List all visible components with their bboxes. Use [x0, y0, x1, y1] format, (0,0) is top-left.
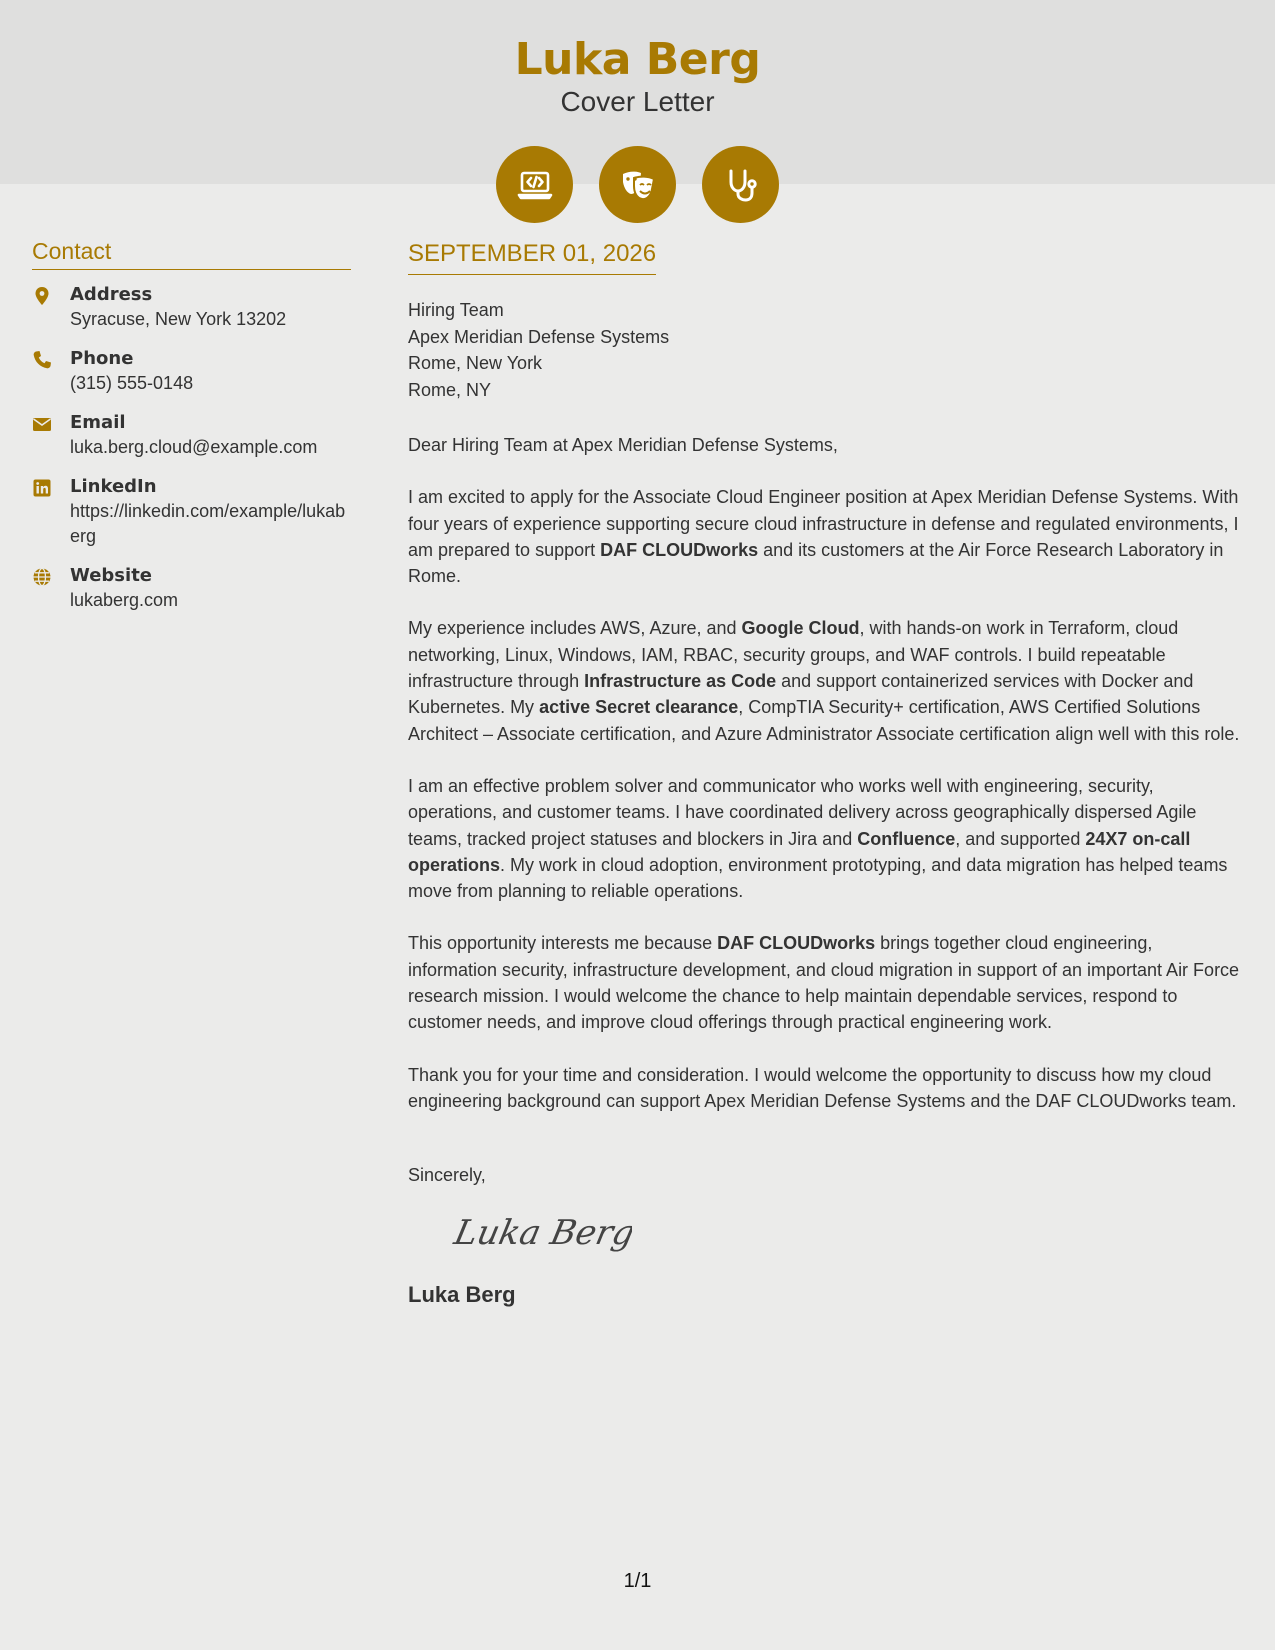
paragraph-text: My experience includes AWS, Azure, and — [408, 618, 742, 639]
contact-sidebar — [32, 238, 351, 627]
letter-paragraph — [408, 484, 1246, 589]
signer-name: Luka Berg — [408, 1282, 516, 1308]
contact-linkedin — [32, 474, 351, 549]
letter-paragraph — [408, 615, 1246, 746]
paragraph-text: brings together cloud engineering, information security, infrastructure development, and cloud migration in support of an important Air Force research mission. I would welcome the chance to help maintain dependable services, respond to customer needs, and improve cloud offerings through practical engineering work. — [408, 933, 1240, 1033]
paragraph-text: and its customers at the Air Force Research Laboratory in Rome. — [408, 539, 1224, 587]
contact-email — [32, 410, 351, 460]
paragraph-text: This opportunity interests me because — [408, 933, 718, 954]
paragraph-text: I am an effective problem solver and communicator who works well with engineering, security, operations, and customer teams. I have coordinated delivery across geographically dispersed Agile teams, tracked project statuses and blockers in Jira and — [408, 775, 1197, 849]
emphasized-text: Infrastructure as Code — [584, 671, 777, 692]
emphasized-text: DAF CLOUDworks — [600, 539, 759, 560]
envelope-icon — [32, 410, 70, 460]
applicant-name: Luka Berg — [514, 34, 761, 85]
paragraph-text: . My work in cloud adoption, environment prototyping, and data migration has helped teams move from planning to reliable operations. — [408, 854, 1228, 902]
contact-value[interactable]: lukaberg.com — [70, 590, 179, 610]
contact-list — [32, 282, 351, 613]
contact-value: Syracuse, New York 13202 — [70, 309, 287, 329]
recipient-line: Rome, NY — [408, 379, 492, 400]
contact-label: Address — [70, 284, 153, 305]
recipient-line: Hiring Team — [408, 300, 504, 320]
contact-label: LinkedIn — [70, 476, 157, 497]
recipient-block — [408, 297, 1246, 403]
contact-label: Website — [70, 565, 153, 586]
paragraph-text: , with hands-on work in Terraform, cloud networking, Linux, Windows, IAM, RBAC, security groups, and WAF controls. I build repeatable infrastructure through — [408, 618, 1179, 692]
letter-date: SEPTEMBER 01, 2026 — [408, 240, 656, 275]
contact-value: luka.berg.cloud@example.com — [70, 437, 318, 457]
closing: Sincerely, — [408, 1165, 486, 1186]
emphasized-text: DAF CLOUDworks — [717, 933, 876, 954]
svg-text:Luka Berg: Luka Berg — [452, 1213, 632, 1254]
emphasized-text: active Secret clearance — [539, 697, 739, 718]
contact-heading: Contact — [32, 238, 351, 270]
emphasized-text: Google Cloud — [741, 618, 860, 639]
emphasized-text: 24X7 on-call operations — [408, 828, 1191, 875]
letter-paragraph — [408, 930, 1246, 1035]
salutation: Dear Hiring Team at Apex Meridian Defense Systems, — [408, 435, 838, 455]
header-icon-row — [0, 146, 1275, 223]
phone-icon — [32, 346, 70, 396]
document-title: Cover Letter — [560, 86, 715, 117]
signature-image — [452, 1200, 1246, 1264]
paragraph-text: and support containerized services with Docker and Kubernetes. My — [408, 671, 1194, 718]
stethoscope-icon — [702, 146, 779, 223]
contact-website — [32, 563, 351, 613]
page-number: 1/1 — [623, 1570, 652, 1592]
contact-label: Email — [70, 412, 126, 433]
theater-masks-icon — [599, 146, 676, 223]
contact-label: Phone — [70, 348, 134, 369]
globe-icon — [32, 563, 70, 613]
paragraph-text: I am excited to apply for the Associate Cloud Engineer position at Apex Meridian Defense Systems. With four years of experience supporting secure cloud infrastructure in defense and regulated environments, I am prepared to support — [408, 487, 1239, 560]
letter-paragraph — [408, 773, 1246, 904]
letter-paragraph — [408, 1062, 1246, 1115]
paragraph-text: Thank you for your time and consideration. I would welcome the opportunity to discuss how my cloud engineering background can support Apex Meridian Defense Systems and the DAF CLOUDworks team. — [408, 1064, 1237, 1111]
letter-body — [408, 240, 1246, 1308]
recipient-line: Apex Meridian Defense Systems — [408, 326, 670, 347]
emphasized-text: Confluence — [857, 828, 956, 849]
paragraph-text: , CompTIA Security+ certification, AWS Certified Solutions Architect – Associate certification, and Azure Administrator Associate certification align well with this role. — [408, 697, 1240, 744]
laptop-code-icon — [496, 146, 573, 223]
contact-value[interactable]: https://linkedin.com/example/lukaberg — [70, 501, 346, 546]
contact-value: (315) 555-0148 — [70, 373, 194, 393]
contact-phone — [32, 346, 351, 396]
letter-paragraphs — [408, 484, 1246, 1114]
paragraph-text: , and supported — [955, 828, 1086, 849]
recipient-line: Rome, New York — [408, 353, 543, 373]
linkedin-icon — [32, 474, 70, 549]
contact-address — [32, 282, 351, 332]
map-pin-icon — [32, 282, 70, 332]
